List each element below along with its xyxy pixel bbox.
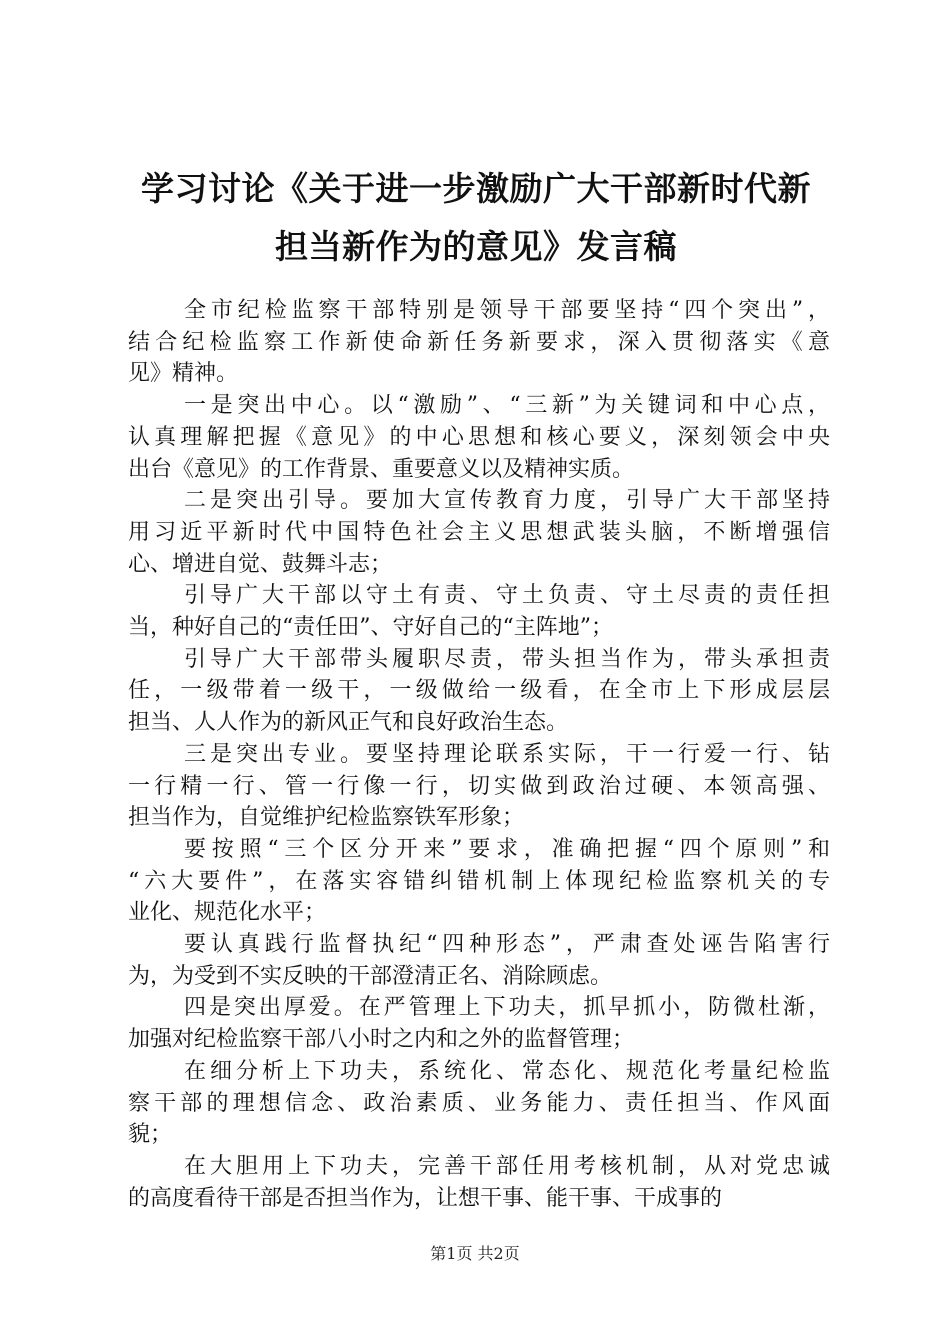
- body-paragraph: [128, 834, 830, 929]
- body-paragraph: [128, 1056, 830, 1151]
- body-paragraph: [128, 485, 830, 580]
- paragraph-line: 在细分析上下功夫，系统化、常态化、规范化考量纪检监: [184, 1058, 830, 1084]
- paragraph-line: 三是突出专业。要坚持理论联系实际，干一行爱一行、钻: [184, 741, 830, 767]
- paragraph-line: 当，种好自己的“责任田”、守好自己的“主阵地”；: [128, 615, 613, 641]
- body-paragraph: [128, 644, 830, 739]
- body-paragraph: [128, 1151, 830, 1214]
- paragraph-line: 心、增进自觉、鼓舞斗志；: [128, 551, 393, 577]
- paragraph-line: 为，为受到不实反映的干部澄清正名、消除顾虑。: [128, 963, 613, 989]
- paragraph-line: 一是突出中心。以“激励”、“三新”为关键词和中心点，: [184, 393, 830, 419]
- paragraph-line: 在大胆用上下功夫，完善干部任用考核机制，从对党忠诚: [184, 1153, 830, 1179]
- paragraph-line: 任，一级带着一级干，一级做给一级看，在全市上下形成层层: [128, 678, 830, 704]
- paragraph-line: 貌；: [128, 1122, 173, 1148]
- paragraph-line: 出台《意见》的工作背景、重要意义以及精神实质。: [128, 456, 635, 482]
- paragraph-line: 要按照“三个区分开来”要求，准确把握“四个原则”和: [184, 836, 830, 862]
- paragraph-line: 要认真践行监督执纪“四种形态”，严肃查处诬告陷害行: [184, 932, 830, 958]
- paragraph-line: 见》精神。: [128, 361, 239, 387]
- paragraph-line: 认真理解把握《意见》的中心思想和核心要义，深刻领会中央: [128, 424, 830, 450]
- body-paragraph: [128, 739, 830, 834]
- document-title: [120, 160, 832, 276]
- paragraph-line: 业化、规范化水平；: [128, 900, 327, 926]
- paragraph-line: “六大要件”，在落实容错纠错机制上体现纪检监察机关的专: [128, 868, 830, 894]
- title-line-2: 担当新作为的意见》发言稿: [275, 227, 677, 266]
- document-body: [128, 295, 830, 1214]
- title-line-1: 学习讨论《关于进一步激励广大干部新时代新: [141, 169, 811, 208]
- body-paragraph: [128, 929, 830, 992]
- body-paragraph: [128, 390, 830, 485]
- body-paragraph: [128, 580, 830, 643]
- body-paragraph: [128, 295, 830, 390]
- paragraph-line: 二是突出引导。要加大宣传教育力度，引导广大干部坚持: [184, 488, 830, 514]
- body-paragraph: [128, 992, 830, 1055]
- paragraph-line: 担当作为，自觉维护纪检监察铁军形象；: [128, 805, 525, 831]
- paragraph-line: 结合纪检监察工作新使命新任务新要求，深入贯彻落实《意: [128, 329, 830, 355]
- paragraph-line: 四是突出厚爱。在严管理上下功夫，抓早抓小，防微杜渐，: [184, 995, 830, 1021]
- paragraph-line: 加强对纪检监察干部八小时之内和之外的监督管理；: [128, 1027, 635, 1053]
- paragraph-line: 全市纪检监察干部特别是领导干部要坚持“四个突出”，: [184, 298, 830, 323]
- paragraph-line: 担当、人人作为的新风正气和良好政治生态。: [128, 710, 569, 736]
- paragraph-line: 的高度看待干部是否担当作为，让想干事、能干事、干成事的: [128, 1185, 723, 1211]
- paragraph-line: 一行精一行、管一行像一行，切实做到政治过硬、本领高强、: [128, 773, 830, 799]
- paragraph-line: 引导广大干部带头履职尽责，带头担当作为，带头承担责: [184, 646, 830, 672]
- paragraph-line: 用习近平新时代中国特色社会主义思想武装头脑，不断增强信: [128, 519, 830, 545]
- page-footer: 第1页 共2页: [430, 1244, 520, 1263]
- paragraph-line: 察干部的理想信念、政治素质、业务能力、责任担当、作风面: [128, 1090, 830, 1116]
- paragraph-line: 引导广大干部以守土有责、守土负责、守土尽责的责任担: [184, 583, 830, 609]
